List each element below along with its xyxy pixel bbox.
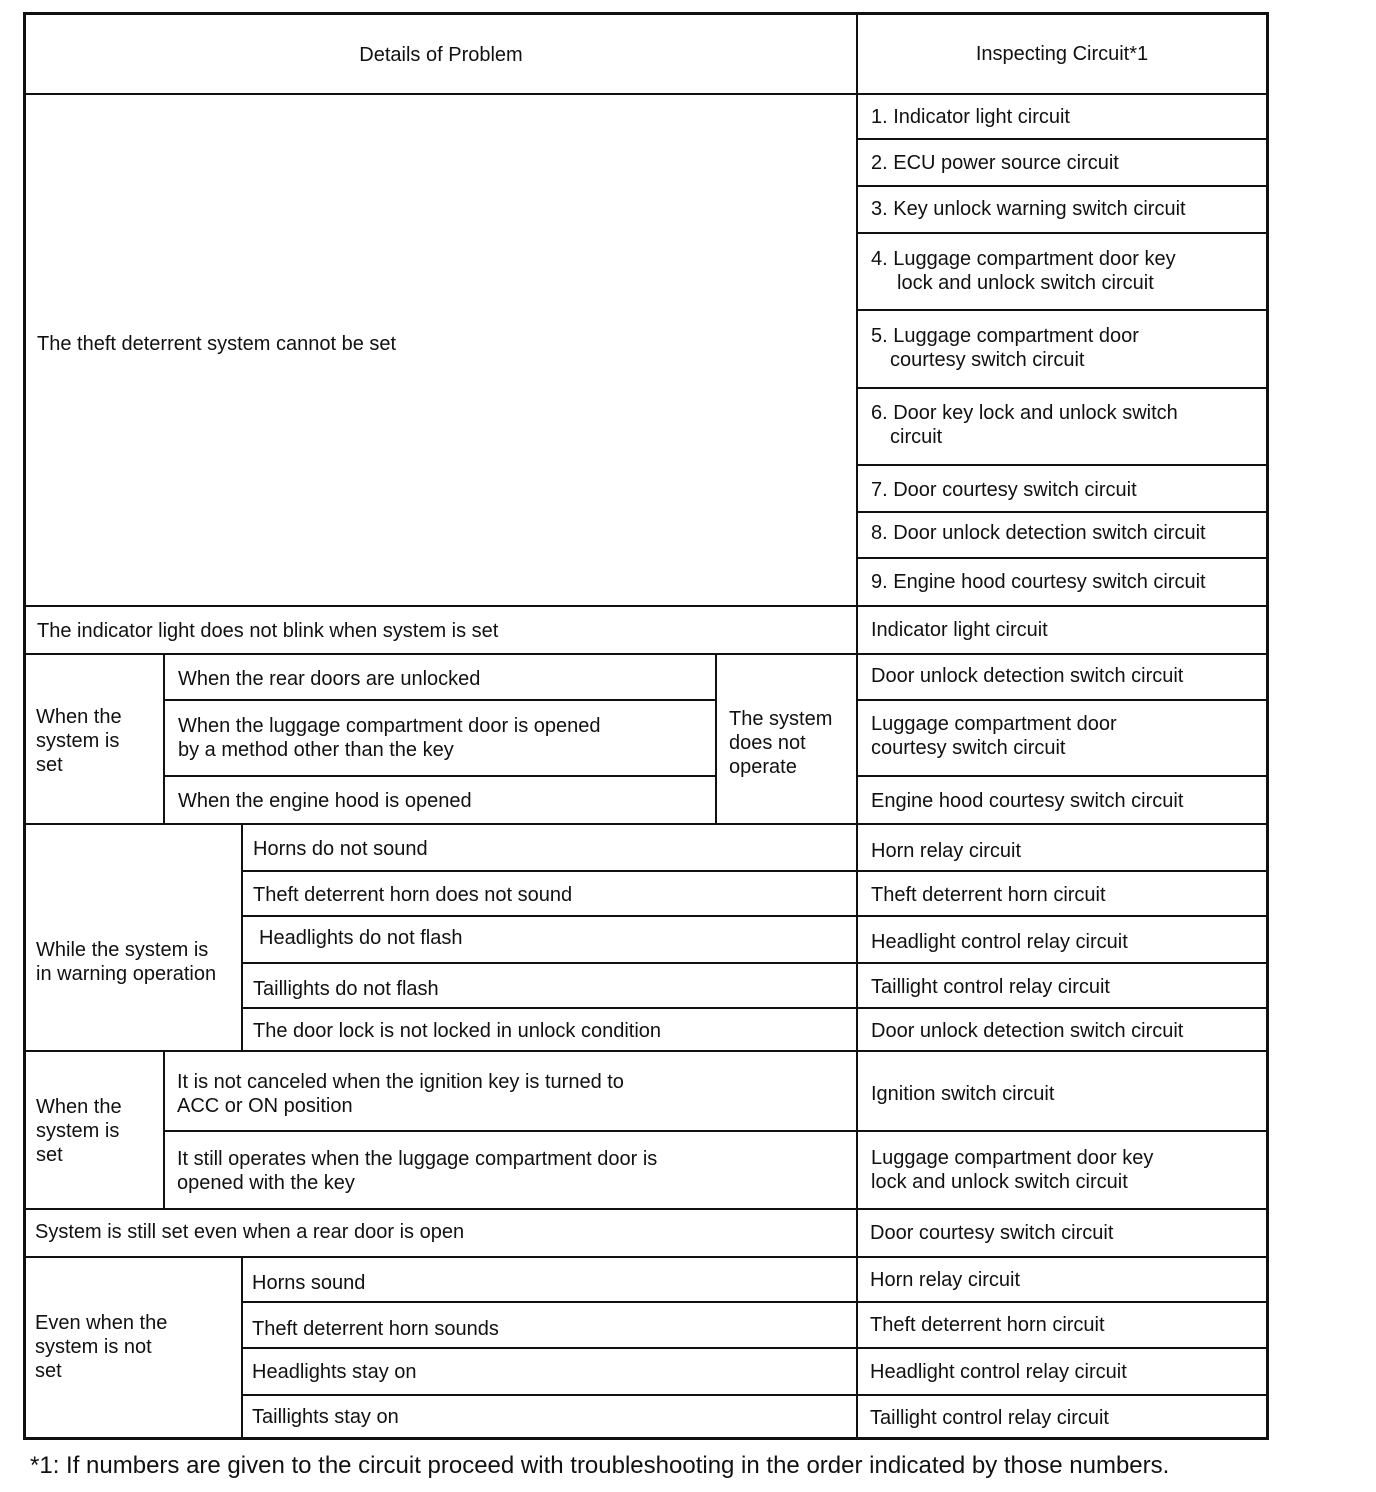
- circuit-item: Door unlock detection switch circuit: [871, 1020, 1184, 1042]
- condition-rear-doors: When the rear doors are unlocked: [178, 668, 481, 690]
- row-divider: [23, 605, 1269, 607]
- problem-item: Headlights do not flash: [259, 927, 463, 949]
- problem-item: Theft deterrent horn sounds: [252, 1318, 499, 1340]
- circuit-item: Ignition switch circuit: [871, 1083, 1055, 1105]
- problem-item: Taillights do not flash: [253, 978, 439, 1000]
- circuit-item-line: courtesy switch circuit: [871, 737, 1066, 759]
- row-divider: [856, 511, 1269, 513]
- circuit-item: [871, 247, 1176, 295]
- problem-item: Horns sound: [252, 1272, 366, 1294]
- problem-item: [177, 1070, 624, 1118]
- problem-item: The door lock is not locked in unlock condition: [253, 1020, 662, 1042]
- group-label-not-set: [35, 1311, 167, 1383]
- problem-cannot-be-set: The theft deterrent system cannot be set: [37, 333, 397, 355]
- circuit-item-line: lock and unlock switch circuit: [871, 1171, 1128, 1193]
- circuit-item: 9. Engine hood courtesy switch circuit: [871, 571, 1206, 593]
- circuit-item: [871, 324, 1139, 372]
- row-divider: [241, 870, 1269, 872]
- row-divider: [23, 1050, 1269, 1052]
- row-divider: [856, 185, 1269, 187]
- circuit-item: Theft deterrent horn circuit: [870, 1314, 1105, 1336]
- row-divider: [163, 1130, 1269, 1132]
- problem-item: Horns do not sound: [253, 838, 428, 860]
- circuit-item: [871, 712, 1117, 760]
- problem-item: Taillights stay on: [252, 1406, 399, 1428]
- circuit-item: 8. Door unlock detection switch circuit: [871, 522, 1206, 544]
- row-divider: [856, 387, 1269, 389]
- circuit-item-line: 4. Luggage compartment door key: [871, 248, 1176, 270]
- circuit-item: [871, 1146, 1153, 1194]
- circuit-rear-door: Door courtesy switch circuit: [870, 1222, 1114, 1244]
- group-label-line: When the: [36, 706, 122, 728]
- group-label-line: When the: [36, 1096, 122, 1118]
- group-label-line: set: [36, 754, 63, 776]
- group-label-warning: [36, 938, 216, 986]
- circuit-item: 2. ECU power source circuit: [871, 152, 1119, 174]
- result-line: does not: [729, 732, 806, 754]
- group-label-line: system is: [36, 1120, 120, 1142]
- circuit-item-line: lock and unlock switch circuit: [897, 272, 1154, 294]
- circuit-item: Horn relay circuit: [871, 840, 1022, 862]
- row-divider: [23, 93, 1269, 95]
- row-divider: [241, 915, 1269, 917]
- table-border: [1266, 12, 1269, 1440]
- row-divider: [856, 232, 1269, 234]
- circuit-item: 1. Indicator light circuit: [871, 106, 1070, 128]
- column-divider: [856, 12, 858, 1440]
- group-label-line: system is: [36, 730, 120, 752]
- group-label-when-set-2: [36, 1095, 122, 1167]
- circuit-item: Theft deterrent horn circuit: [871, 884, 1106, 906]
- header-details-of-problem: Details of Problem: [359, 44, 523, 66]
- circuit-item-line: 5. Luggage compartment door: [871, 325, 1139, 347]
- column-divider: [715, 653, 717, 824]
- header-inspecting-circuit: Inspecting Circuit*1: [975, 43, 1149, 65]
- row-divider: [241, 1394, 1269, 1396]
- circuit-item: Headlight control relay circuit: [870, 1361, 1127, 1383]
- group-label-line: system is not: [35, 1336, 152, 1358]
- column-divider: [163, 653, 165, 824]
- row-divider: [856, 775, 1269, 777]
- row-divider: [163, 775, 717, 777]
- row-divider: [241, 1007, 1269, 1009]
- group-label-line: Even when the: [35, 1312, 168, 1334]
- table-border: [23, 1437, 1269, 1440]
- problem-indicator: The indicator light does not blink when system is set: [37, 620, 499, 642]
- row-divider: [856, 464, 1269, 466]
- circuit-item: Headlight control relay circuit: [871, 931, 1128, 953]
- footnote: *1: If numbers are given to the circuit proceed with troubleshooting in the order indicated by those numbers.: [30, 1452, 1170, 1479]
- problem-line: ACC or ON position: [177, 1095, 353, 1117]
- group-label-line: in warning operation: [36, 963, 217, 985]
- problem-item: [177, 1147, 657, 1195]
- table-border: [23, 12, 1269, 15]
- group-label-line: set: [35, 1360, 62, 1382]
- row-divider: [23, 1256, 1269, 1258]
- group-label-line: set: [36, 1144, 63, 1166]
- condition-line: by a method other than the key: [178, 739, 454, 761]
- circuit-item-line: Luggage compartment door key: [871, 1147, 1154, 1169]
- row-divider: [241, 1301, 1269, 1303]
- row-divider: [163, 699, 717, 701]
- circuit-item: 3. Key unlock warning switch circuit: [871, 198, 1186, 220]
- result-line: operate: [729, 756, 797, 778]
- row-divider: [856, 557, 1269, 559]
- row-divider: [23, 1208, 1269, 1210]
- condition-engine-hood: When the engine hood is opened: [178, 790, 472, 812]
- column-divider: [241, 823, 243, 1051]
- circuit-item: Taillight control relay circuit: [871, 976, 1110, 998]
- result-does-not-operate: [729, 707, 832, 779]
- circuit-item: Taillight control relay circuit: [870, 1407, 1109, 1429]
- circuit-item: Engine hood courtesy switch circuit: [871, 790, 1184, 812]
- group-label-when-set: [36, 705, 122, 777]
- circuit-item: Door unlock detection switch circuit: [871, 665, 1184, 687]
- circuit-item-line: Luggage compartment door: [871, 713, 1117, 735]
- row-divider: [856, 138, 1269, 140]
- row-divider: [241, 962, 1269, 964]
- group-label-line: While the system is: [36, 939, 209, 961]
- circuit-item: [871, 401, 1178, 449]
- row-divider: [241, 1347, 1269, 1349]
- result-line: The system: [729, 708, 833, 730]
- problem-line: It still operates when the luggage compartment door is: [177, 1148, 658, 1170]
- problem-item: Headlights stay on: [252, 1361, 417, 1383]
- table-border: [23, 12, 26, 1440]
- problem-line: opened with the key: [177, 1172, 355, 1194]
- circuit-item: 7. Door courtesy switch circuit: [871, 479, 1137, 501]
- circuit-item-line: 6. Door key lock and unlock switch: [871, 402, 1178, 424]
- problem-item: Theft deterrent horn does not sound: [253, 884, 573, 906]
- circuit-item: Horn relay circuit: [870, 1269, 1021, 1291]
- row-divider: [856, 699, 1269, 701]
- problem-line: It is not canceled when the ignition key is turned to: [177, 1071, 624, 1093]
- condition-line: When the luggage compartment door is opened: [178, 715, 601, 737]
- row-divider: [23, 823, 1269, 825]
- circuit-indicator: Indicator light circuit: [871, 619, 1048, 641]
- row-divider: [856, 309, 1269, 311]
- problem-rear-door: System is still set even when a rear door is open: [35, 1221, 465, 1243]
- condition-luggage-door: [178, 714, 601, 762]
- circuit-item-line: courtesy switch circuit: [890, 349, 1085, 371]
- circuit-item-line: circuit: [890, 426, 943, 448]
- row-divider: [23, 653, 1269, 655]
